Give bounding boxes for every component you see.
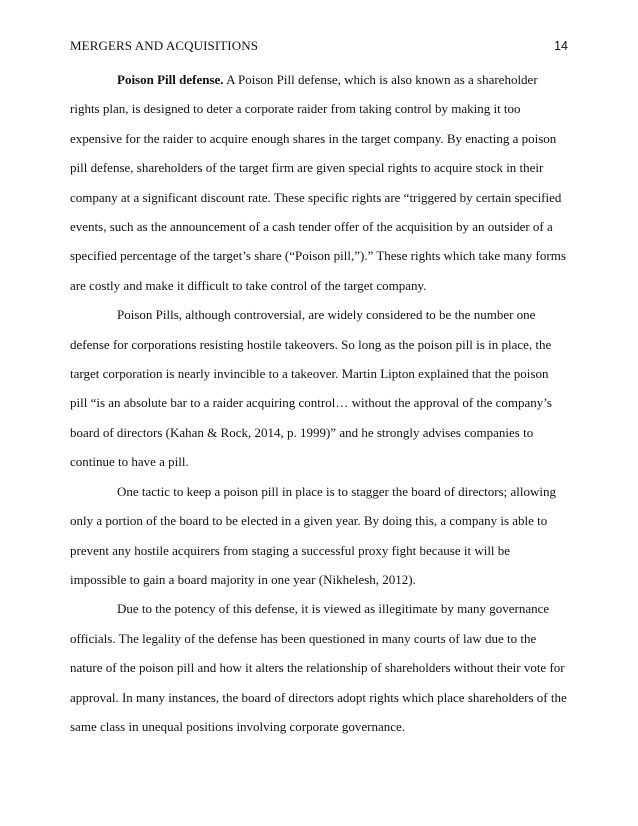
paragraph-poison-pills-controversy: Poison Pills, although controversial, are widely considered to be the number one defense for corporations resisting hostile takeovers. So long as the poison pill is in place, the target corporation is nearly invincible to a takeover. Martin Lipton explained that the poison pill “is an absolute bar to a raider acquiring control… without the approval of the company’s board of directors (Kahan & Rock, 2014, p. 1999)” and he strongly advises companies to continue to have a pill.	[70, 307, 552, 470]
paragraph-heading: Poison Pill defense.	[117, 72, 224, 87]
page-number: 14	[554, 39, 568, 53]
document-body	[70, 65, 569, 741]
paragraph-text: A Poison Pill defense, which is also known as a shareholder rights plan, is designed to deter a corporate raider from taking control by making it too expensive for the raider to acquire enough shares in the target company. By enacting a poison pill defense, shareholders of the target firm are given special rights to acquire stock in their company at a significant discount rate. These specific rights are “triggered by certain specified events, such as the announcement of a cash tender offer of the acquisition by an outsider of a specified percentage of the target’s share (“Poison pill,”).” These rights which take many forms are costly and make it difficult to take control of the target company.	[70, 72, 566, 293]
paragraph-staggered-board: One tactic to keep a poison pill in place is to stagger the board of directors; allowing only a portion of the board to be elected in a given year. By doing this, a company is able to prevent any hostile acquirers from staging a successful proxy fight because it will be impossible to gain a board majority in one year (Nikhelesh, 2012).	[70, 483, 556, 587]
paragraph-legitimacy: Due to the potency of this defense, it is viewed as illegitimate by many governance officials. The legality of the defense has been questioned in many courts of law due to the nature of the poison pill and how it alters the relationship of shareholders without their vote for approval. In many instances, the board of directors adopt rights which place shareholders of the same class in unequal positions involving corporate governance.	[70, 601, 567, 734]
running-head: MERGERS AND ACQUISITIONS	[70, 38, 259, 53]
page-header	[70, 37, 568, 55]
paragraph-poison-pill-defense	[70, 65, 569, 300]
